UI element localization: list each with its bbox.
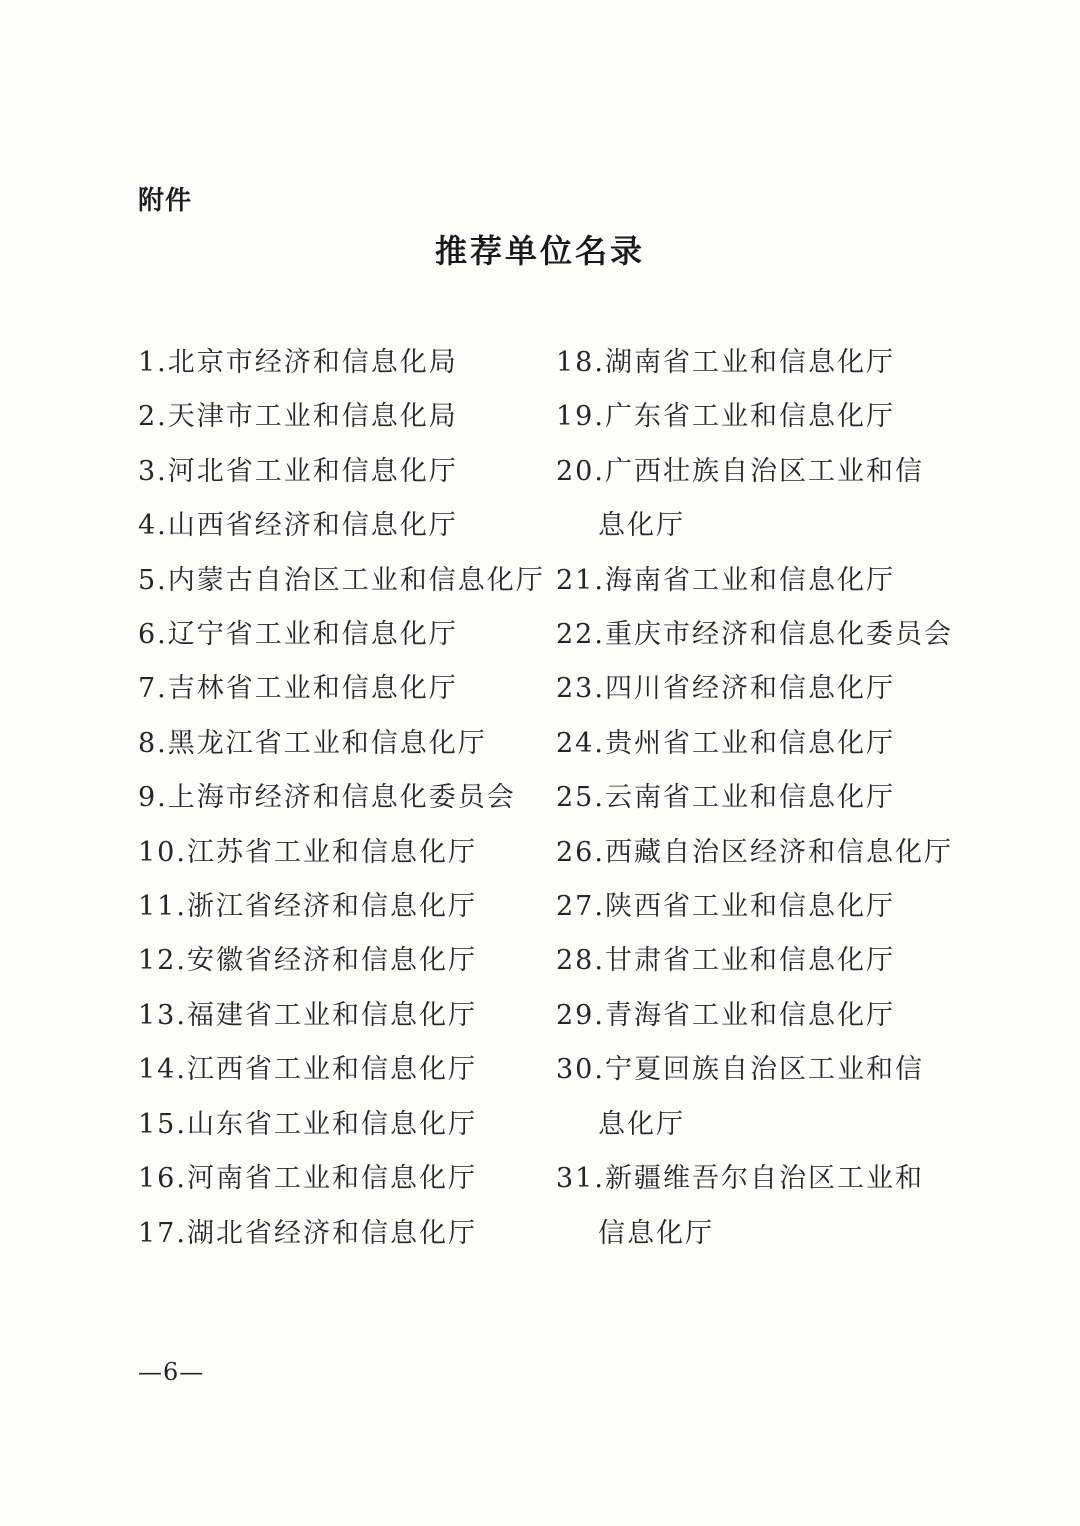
item-number: 29. bbox=[556, 999, 605, 1031]
unit-name: 新疆维吾尔自治区工业和 bbox=[604, 1163, 924, 1195]
list-item bbox=[138, 554, 545, 608]
unit-name: 安徽省经济和信息化厅 bbox=[186, 945, 477, 977]
list-item bbox=[556, 445, 936, 554]
list-item bbox=[138, 336, 538, 390]
item-number: 26. bbox=[556, 836, 605, 868]
list-item bbox=[556, 662, 936, 716]
unit-list-right bbox=[556, 336, 953, 1261]
list-item bbox=[138, 608, 538, 662]
unit-name: 江西省工业和信息化厅 bbox=[186, 1054, 477, 1086]
item-number: 10. bbox=[138, 836, 187, 868]
unit-name: 天津市工业和信息化局 bbox=[167, 401, 458, 433]
list-item bbox=[556, 989, 936, 1043]
list-item bbox=[556, 934, 936, 988]
unit-name: 青海省工业和信息化厅 bbox=[604, 999, 895, 1031]
list-item bbox=[556, 880, 936, 934]
list-item bbox=[556, 390, 936, 444]
unit-name: 河南省工业和信息化厅 bbox=[186, 1163, 477, 1195]
unit-name: 山西省经济和信息化厅 bbox=[167, 510, 458, 542]
list-item bbox=[138, 1098, 538, 1152]
item-number: 21. bbox=[556, 564, 605, 596]
unit-name: 吉林省工业和信息化厅 bbox=[167, 673, 458, 705]
unit-name: 北京市经济和信息化局 bbox=[167, 347, 458, 378]
item-number: 28. bbox=[556, 945, 605, 977]
item-number: 24. bbox=[556, 727, 605, 759]
item-number: 27. bbox=[556, 891, 605, 923]
unit-name: 贵州省工业和信息化厅 bbox=[604, 727, 895, 759]
unit-name-continuation: 息化厅 bbox=[598, 510, 685, 542]
list-item bbox=[556, 771, 936, 825]
list-item bbox=[138, 989, 538, 1043]
unit-name: 江苏省工业和信息化厅 bbox=[186, 836, 477, 868]
item-number: 25. bbox=[556, 782, 605, 814]
item-number: 14. bbox=[138, 1054, 187, 1086]
item-number: 4. bbox=[138, 510, 168, 542]
list-item bbox=[138, 717, 538, 771]
unit-name: 四川省经济和信息化厅 bbox=[604, 673, 895, 705]
list-item bbox=[138, 1043, 538, 1097]
list-item bbox=[556, 826, 953, 880]
item-number: 11. bbox=[138, 891, 187, 923]
unit-name: 河北省工业和信息化厅 bbox=[167, 455, 458, 487]
item-number: 18. bbox=[556, 347, 605, 378]
list-item bbox=[556, 554, 936, 608]
unit-list-left bbox=[138, 336, 545, 1261]
unit-name: 福建省工业和信息化厅 bbox=[186, 999, 477, 1031]
item-number: 30. bbox=[556, 1054, 605, 1086]
unit-name: 浙江省经济和信息化厅 bbox=[186, 891, 477, 923]
unit-name: 辽宁省工业和信息化厅 bbox=[167, 619, 458, 651]
unit-name: 上海市经济和信息化委员会 bbox=[167, 782, 516, 814]
unit-name: 山东省工业和信息化厅 bbox=[186, 1108, 477, 1140]
attachment-label: 附件 bbox=[138, 186, 193, 216]
item-number: 6. bbox=[138, 619, 168, 651]
item-number: 22. bbox=[556, 619, 605, 651]
list-item bbox=[138, 771, 538, 825]
unit-name: 广东省工业和信息化厅 bbox=[604, 401, 895, 433]
list-item bbox=[138, 1207, 538, 1261]
unit-name: 黑龙江省工业和信息化厅 bbox=[167, 727, 487, 759]
item-number: 7. bbox=[138, 673, 168, 705]
unit-name: 宁夏回族自治区工业和信 bbox=[604, 1054, 924, 1086]
item-number: 9. bbox=[138, 782, 168, 814]
list-item bbox=[138, 826, 538, 880]
item-number: 19. bbox=[556, 401, 605, 433]
list-item bbox=[138, 499, 538, 553]
unit-name: 广西壮族自治区工业和信 bbox=[604, 455, 924, 487]
item-number: 31. bbox=[556, 1163, 605, 1195]
item-number: 5. bbox=[138, 564, 168, 596]
item-number: 20. bbox=[556, 455, 605, 487]
page-number: —6— bbox=[138, 1358, 205, 1386]
list-item bbox=[138, 445, 538, 499]
list-item bbox=[138, 934, 538, 988]
unit-name: 陕西省工业和信息化厅 bbox=[604, 891, 895, 923]
list-item bbox=[138, 390, 538, 444]
page-title: 推荐单位名录 bbox=[434, 232, 645, 270]
list-item bbox=[138, 662, 538, 716]
list-item bbox=[556, 1152, 936, 1261]
unit-name-continuation: 息化厅 bbox=[598, 1108, 685, 1140]
unit-name: 重庆市经济和信息化委员会 bbox=[604, 619, 953, 651]
list-item bbox=[556, 717, 936, 771]
unit-name: 湖北省经济和信息化厅 bbox=[186, 1217, 477, 1249]
unit-name-continuation: 信息化厅 bbox=[598, 1217, 714, 1249]
item-number: 13. bbox=[138, 999, 187, 1031]
unit-name: 湖南省工业和信息化厅 bbox=[604, 347, 895, 378]
item-number: 12. bbox=[138, 945, 187, 977]
item-number: 2. bbox=[138, 401, 168, 433]
item-number: 3. bbox=[138, 455, 168, 487]
item-number: 23. bbox=[556, 673, 605, 705]
list-item bbox=[556, 608, 953, 662]
item-number: 1. bbox=[138, 347, 168, 378]
unit-name: 西藏自治区经济和信息化厅 bbox=[604, 836, 953, 868]
list-item bbox=[556, 336, 936, 390]
unit-name: 海南省工业和信息化厅 bbox=[604, 564, 895, 596]
unit-name: 内蒙古自治区工业和信息化厅 bbox=[167, 564, 545, 596]
unit-name: 甘肃省工业和信息化厅 bbox=[604, 945, 895, 977]
list-item bbox=[556, 1043, 936, 1152]
list-item bbox=[138, 880, 538, 934]
list-item bbox=[138, 1152, 538, 1206]
item-number: 16. bbox=[138, 1163, 187, 1195]
item-number: 15. bbox=[138, 1108, 187, 1140]
item-number: 17. bbox=[138, 1217, 187, 1249]
item-number: 8. bbox=[138, 727, 168, 759]
unit-name: 云南省工业和信息化厅 bbox=[604, 782, 895, 814]
